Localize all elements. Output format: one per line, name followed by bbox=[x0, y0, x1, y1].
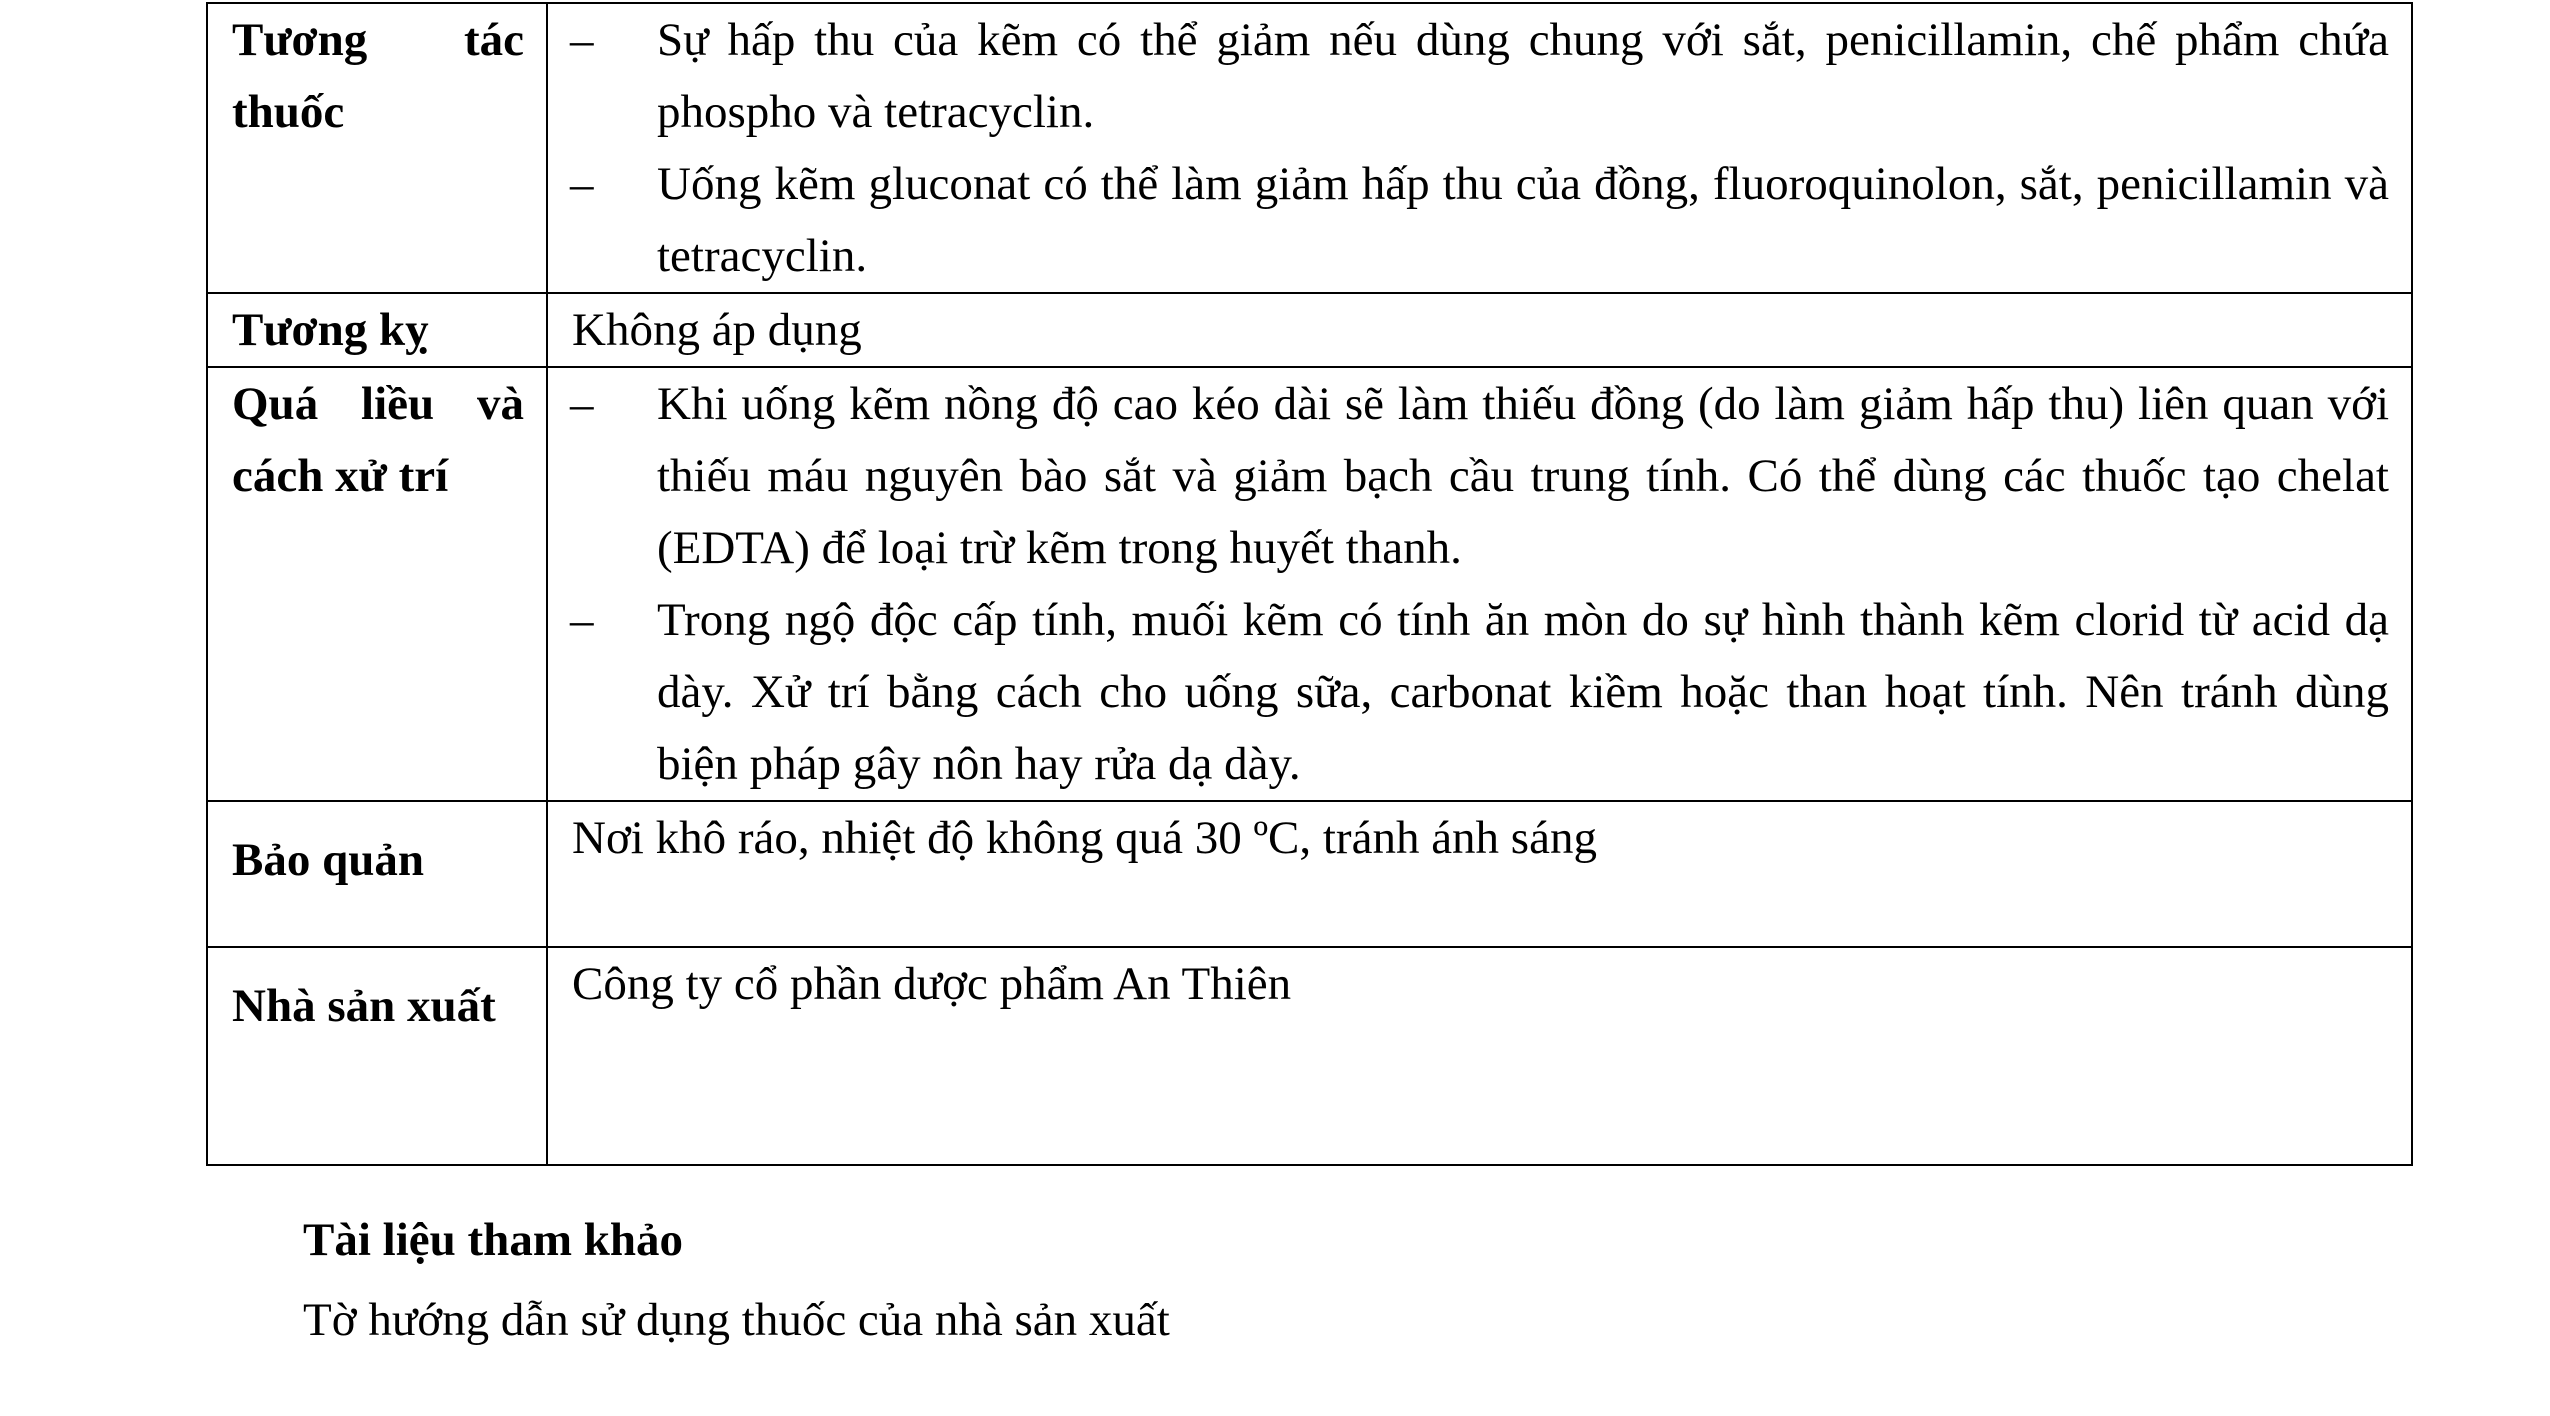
dash-bullet: – bbox=[570, 158, 594, 210]
list-item bbox=[570, 368, 2389, 584]
row-value-overdose bbox=[547, 367, 2412, 801]
references-text: Tờ hướng dẫn sử dụng thuốc của nhà sản xuất bbox=[303, 1294, 1170, 1346]
bullet-list bbox=[570, 368, 2389, 800]
row-label-overdose: Quá liều và cách xử trí bbox=[207, 367, 547, 801]
list-item bbox=[570, 4, 2389, 148]
row-overdose bbox=[207, 367, 2412, 801]
references-title: Tài liệu tham khảo bbox=[303, 1214, 683, 1266]
list-item bbox=[570, 148, 2389, 292]
dash-bullet: – bbox=[570, 14, 594, 66]
dash-bullet: – bbox=[570, 594, 594, 646]
row-value-incompatibilities: Không áp dụng bbox=[547, 293, 2412, 367]
row-value-manufacturer: Công ty cổ phần dược phẩm An Thiên bbox=[547, 947, 2412, 1165]
row-value-drug-interactions bbox=[547, 3, 2412, 293]
row-value-storage: Nơi khô ráo, nhiệt độ không quá 30 ºC, tránh ánh sáng bbox=[547, 801, 2412, 947]
row-label-incompatibilities: Tương kỵ bbox=[207, 293, 547, 367]
row-drug-interactions bbox=[207, 3, 2412, 293]
list-item-text: Uống kẽm gluconat có thể làm giảm hấp thu của đồng, fluoroquinolon, sắt, penicillamin và tetracyclin. bbox=[657, 158, 2389, 282]
row-incompatibilities bbox=[207, 293, 2412, 367]
row-label-storage: Bảo quản bbox=[207, 801, 547, 947]
list-item-text: Sự hấp thu của kẽm có thể giảm nếu dùng chung với sắt, penicillamin, chế phẩm chứa phospho và tetracyclin. bbox=[657, 14, 2389, 138]
bullet-list bbox=[570, 4, 2389, 292]
references-section bbox=[303, 1200, 1170, 1360]
list-item-text: Trong ngộ độc cấp tính, muối kẽm có tính ăn mòn do sự hình thành kẽm clorid từ acid dạ dày. Xử trí bằng cách cho uống sữa, carbonat kiềm hoặc than hoạt tính. Nên tránh dùng biện pháp gây nôn hay rửa dạ dày. bbox=[657, 594, 2389, 790]
dash-bullet: – bbox=[570, 378, 594, 430]
list-item-text: Khi uống kẽm nồng độ cao kéo dài sẽ làm thiếu đồng (do làm giảm hấp thu) liên quan với thiếu máu nguyên bào sắt và giảm bạch cầu trung tính. Có thể dùng các thuốc tạo chelat (EDTA) để loại trừ kẽm trong huyết thanh. bbox=[657, 378, 2389, 574]
list-item bbox=[570, 584, 2389, 800]
row-storage bbox=[207, 801, 2412, 947]
row-label-drug-interactions: Tương tác thuốc bbox=[207, 3, 547, 293]
row-manufacturer bbox=[207, 947, 2412, 1165]
drug-info-table bbox=[206, 2, 2413, 1166]
row-label-manufacturer: Nhà sản xuất bbox=[207, 947, 547, 1165]
